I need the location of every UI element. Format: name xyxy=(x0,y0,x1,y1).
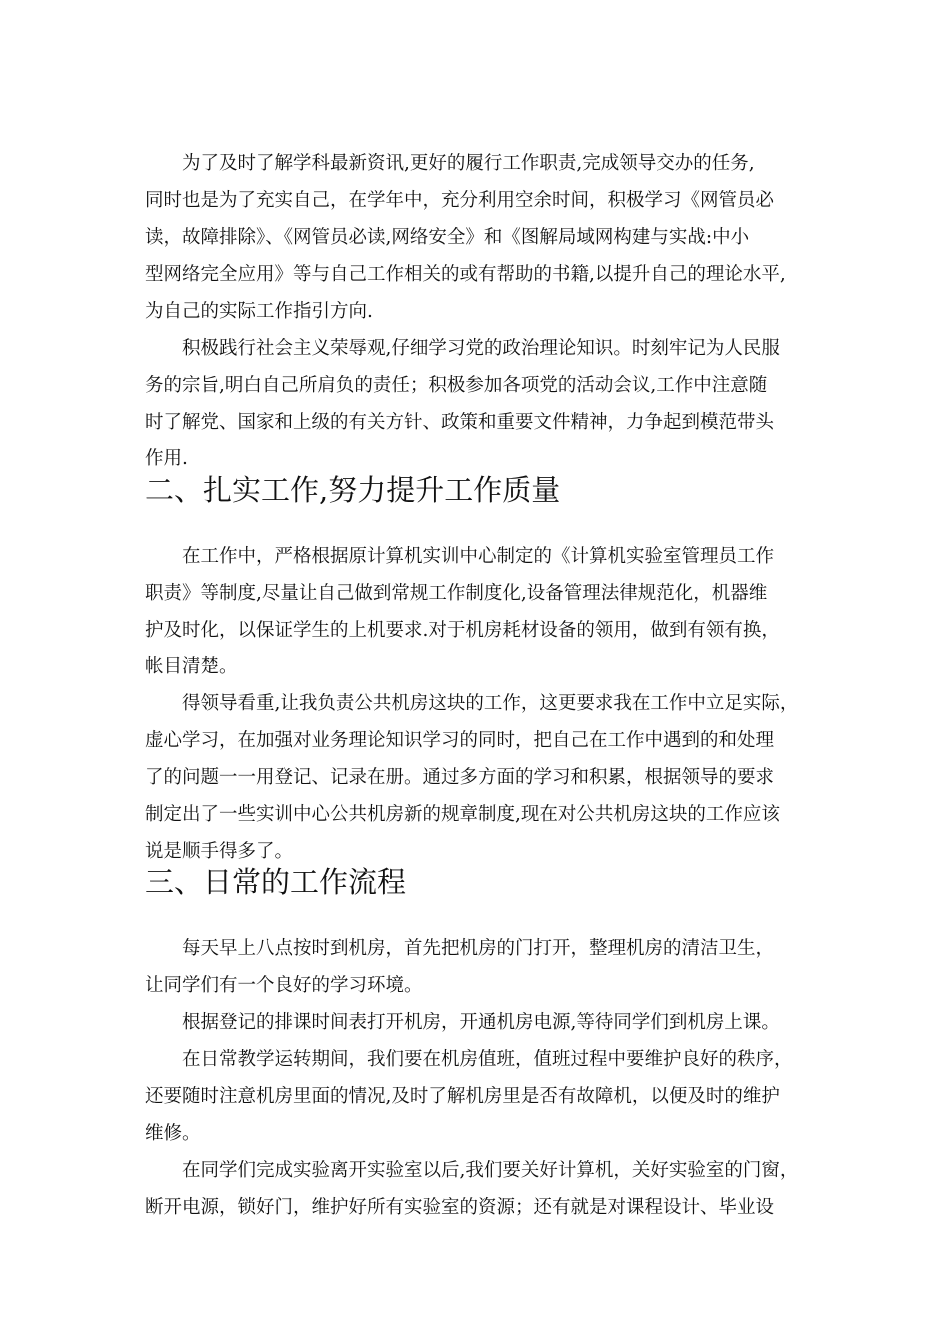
section-heading: 三、日常的工作流程 xyxy=(145,865,407,899)
paragraph-line: 让同学们有一个良好的学习环境。 xyxy=(145,975,423,996)
paragraph-line: 在日常教学运转期间，我们要在机房值班，值班过程中要维护良好的秩序， xyxy=(182,1049,793,1070)
paragraph-line: 了的问题一一用登记、记录在册。通过多方面的学习和积累，根据领导的要求 xyxy=(145,767,775,788)
paragraph-line: 同时也是为了充实自己，在学年中，充分利用空余时间，积极学习《网管员必 xyxy=(145,190,775,211)
paragraph-line: 型网络完全应用》等与自己工作相关的或有帮助的书籍,以提升自己的理论水平, xyxy=(145,264,786,285)
paragraph-line: 为了及时了解学科最新资讯,更好的履行工作职责,完成领导交办的任务, xyxy=(182,153,755,174)
section-heading: 二、扎实工作,努力提升工作质量 xyxy=(145,473,561,507)
paragraph-line: 职责》等制度,尽量让自己做到常规工作制度化,设备管理法律规范化，机器维 xyxy=(145,583,768,604)
paragraph-line: 积极践行社会主义荣辱观,仔细学习党的政治理论知识。时刻牢记为人民服 xyxy=(182,338,780,359)
paragraph-line: 作用. xyxy=(145,448,188,469)
paragraph-line: 维修。 xyxy=(145,1123,201,1144)
paragraph-line: 虚心学习，在加强对业务理论知识学习的同时，把自己在工作中遇到的和处理 xyxy=(145,730,775,751)
paragraph-line: 得领导看重,让我负责公共机房这块的工作，这更要求我在工作中立足实际， xyxy=(182,693,799,714)
paragraph-line: 在工作中，严格根据原计算机实训中心制定的《计算机实验室管理员工作 xyxy=(182,546,775,567)
paragraph-line: 根据登记的排课时间表打开机房，开通机房电源,等待同学们到机房上课。 xyxy=(182,1012,780,1033)
paragraph-line: 护及时化，以保证学生的上机要求.对于机房耗材设备的领用，做到有领有换， xyxy=(145,620,780,641)
paragraph-line: 务的宗旨,明白自己所肩负的责任；积极参加各项党的活动会议,工作中注意随 xyxy=(145,375,768,396)
paragraph-line: 在同学们完成实验离开实验室以后,我们要关好计算机，关好实验室的门窗， xyxy=(182,1160,799,1181)
paragraph-line: 读，故障排除》、《网管员必读,网络安全》和《图解局域网构建与实战:中小 xyxy=(145,227,750,248)
paragraph-line: 制定出了一些实训中心公共机房新的规章制度,现在对公共机房这块的工作应该 xyxy=(145,804,780,825)
paragraph-line: 为自己的实际工作指引方向. xyxy=(145,301,373,322)
paragraph-line: 时了解党、国家和上级的有关方针、政策和重要文件精神，力争起到模范带头 xyxy=(145,412,775,433)
paragraph-line: 断开电源，锁好门，维护好所有实验室的资源；还有就是对课程设计、毕业设 xyxy=(145,1197,775,1218)
paragraph-line: 还要随时注意机房里面的情况,及时了解机房里是否有故障机，以便及时的维护 xyxy=(145,1086,780,1107)
paragraph-line: 帐目清楚。 xyxy=(145,656,238,677)
paragraph-line: 说是顺手得多了。 xyxy=(145,841,294,862)
paragraph-line: 每天早上八点按时到机房，首先把机房的门打开，整理机房的清洁卫生， xyxy=(182,938,775,959)
